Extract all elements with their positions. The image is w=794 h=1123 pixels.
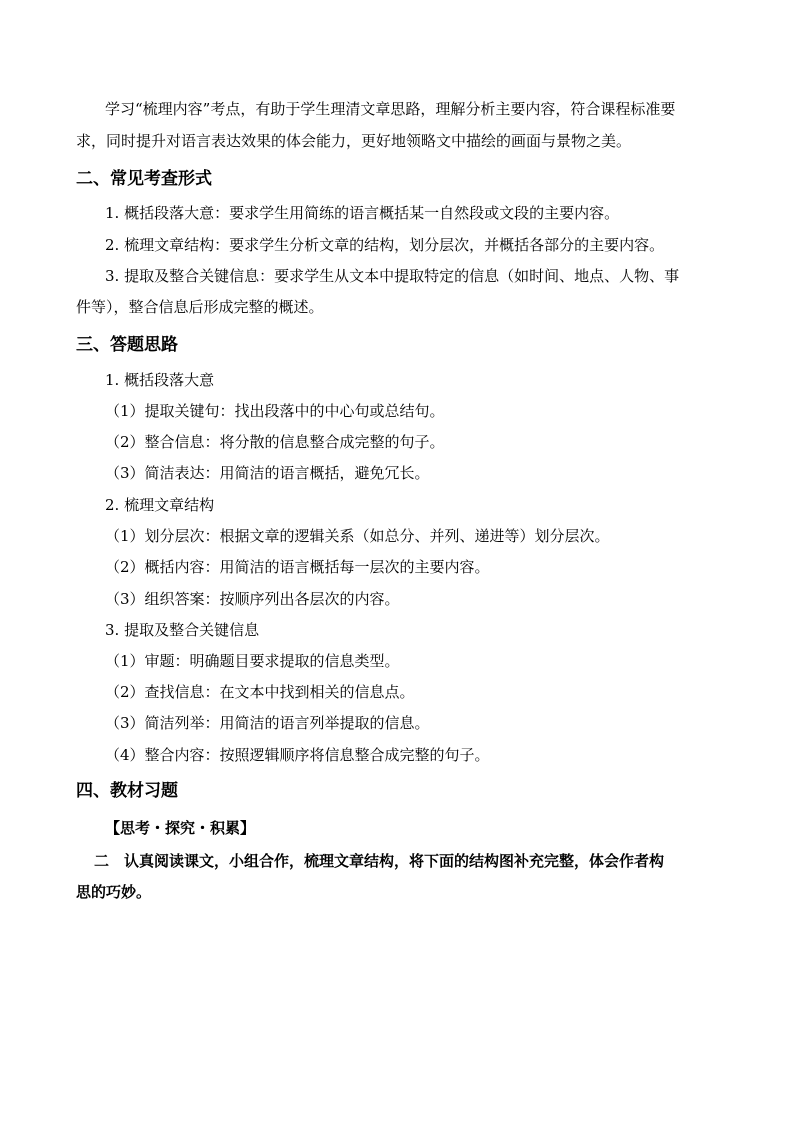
approach-step: （1）提取关键句：找出段落中的中心句或总结句。 [105, 402, 445, 420]
exam-form-item-3-line-1: 3. 提取及整合关键信息：要求学生从文本中提取特定的信息（如时间、地点、人物、事 [105, 267, 680, 285]
approach-group-title-1: 1. 概括段落大意 [105, 371, 215, 389]
exam-form-item-1: 1. 概括段落大意：要求学生用简练的语言概括某一自然段或文段的主要内容。 [105, 204, 620, 222]
section-heading-answer-approach: 三、答题思路 [76, 335, 178, 355]
intro-paragraph-line-2: 求，同时提升对语言表达效果的体会能力，更好地领略文中描绘的画面与景物之美。 [76, 132, 632, 150]
intro-paragraph-line-1: 学习“梳理内容”考点，有助于学生理清文章思路，理解分析主要内容，符合课程标准要 [105, 100, 676, 118]
approach-step: （1）划分层次：根据文章的逻辑关系（如总分、并列、递进等）划分层次。 [105, 527, 610, 545]
approach-group-title-3: 3. 提取及整合关键信息 [105, 621, 260, 639]
approach-step: （2）整合信息：将分散的信息整合成完整的句子。 [105, 433, 445, 451]
approach-step: （3）组织答案：按顺序列出各层次的内容。 [105, 590, 400, 608]
exercise-line-1: 二 认真阅读课文，小组合作，梳理文章结构，将下面的结构图补充完整，体会作者构 [94, 852, 665, 870]
approach-step: （3）简洁列举：用简洁的语言列举提取的信息。 [105, 714, 430, 732]
approach-step: （2）查找信息：在文本中找到相关的信息点。 [105, 683, 415, 701]
approach-group-title-2: 2. 梳理文章结构 [105, 496, 215, 514]
exam-form-item-3-line-2: 件等），整合信息后形成完整的概述。 [76, 298, 324, 316]
exam-form-item-2: 2. 梳理文章结构：要求学生分析文章的结构，划分层次，并概括各部分的主要内容。 [105, 236, 665, 254]
approach-step: （4）整合内容：按照逻辑顺序将信息整合成完整的句子。 [105, 746, 490, 764]
approach-step: （3）简洁表达：用简洁的语言概括，避免冗长。 [105, 464, 430, 482]
section-heading-exam-forms: 二、常见考查形式 [76, 169, 212, 189]
exercise-subheading: 【思考・探究・积累】 [105, 819, 256, 837]
section-heading-textbook-exercises: 四、教材习题 [76, 781, 178, 801]
approach-step: （2）概括内容：用简洁的语言概括每一层次的主要内容。 [105, 558, 490, 576]
approach-step: （1）审题：明确题目要求提取的信息类型。 [105, 652, 400, 670]
exercise-line-2: 思的巧妙。 [76, 883, 152, 901]
